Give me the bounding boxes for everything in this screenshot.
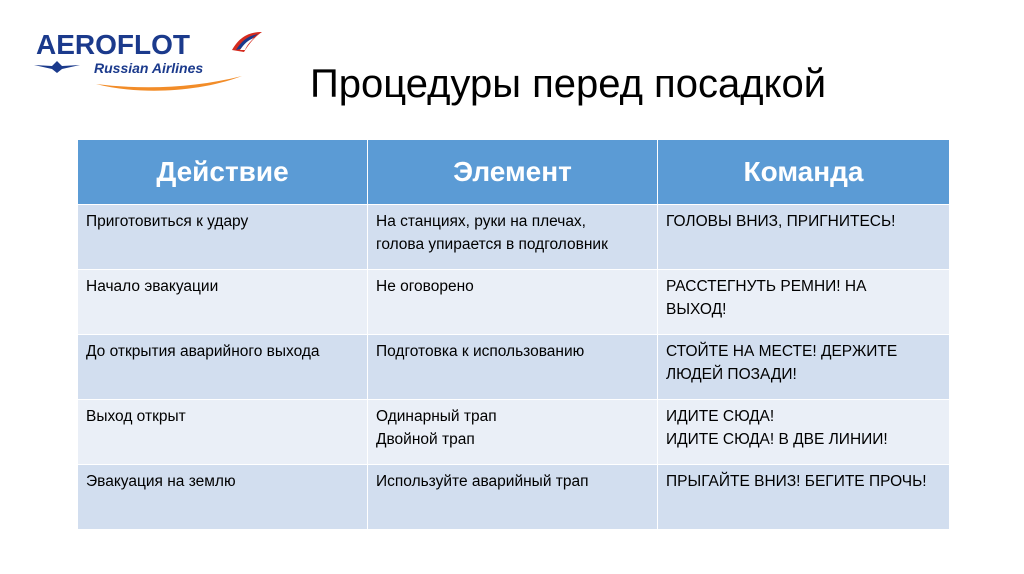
cell-text-line: Выход открыт [86,408,186,425]
action-cell [78,270,368,335]
element-cell [368,465,658,530]
cell-text-line: Используйте аварийный трап [376,473,589,490]
cell-text-line: Не оговорено [376,278,474,295]
command-cell [658,270,950,335]
cell-text-line: Двойной трап [376,431,475,448]
command-cell [658,335,950,400]
command-cell [658,205,950,270]
action-cell [78,205,368,270]
cell-text-line: ПРЫГАЙТЕ ВНИЗ! БЕГИТЕ ПРОЧЬ! [666,473,927,490]
cell-text-line: На станциях, руки на плечах, [376,213,586,230]
procedures-table [77,139,950,530]
cell-text-line: Начало эвакуации [86,278,219,295]
table-row [78,465,950,530]
command-cell [658,400,950,465]
winged-emblem-icon [34,60,80,74]
cell-text-line: ИДИТЕ СЮДА! В ДВЕ ЛИНИИ! [666,431,888,448]
cell-text-line: До открытия аварийного выхода [86,343,320,360]
cell-text-line: Одинарный трап [376,408,497,425]
cell-text-line: РАССТЕГНУТЬ РЕМНИ! НА [666,278,867,295]
table-row [78,335,950,400]
element-cell [368,270,658,335]
aeroflot-logo [34,30,274,100]
logo-brand-text: AEROFLOT [36,29,190,60]
action-cell [78,335,368,400]
cell-text-line: ГОЛОВЫ ВНИЗ, ПРИГНИТЕСЬ! [666,213,896,230]
table-row [78,205,950,270]
cell-text-line: ЛЮДЕЙ ПОЗАДИ! [666,366,797,383]
page-title: Процедуры перед посадкой [310,62,827,106]
column-header-element: Элемент [368,140,658,205]
column-header-command: Команда [658,140,950,205]
element-cell [368,205,658,270]
logo-swoosh-icon [94,74,244,94]
table-row [78,400,950,465]
logo-flag-icon [230,30,264,54]
cell-text-line: голова упирается в подголовник [376,236,608,253]
cell-text-line: Приготовиться к удару [86,213,249,230]
cell-text-line: Подготовка к использованию [376,343,585,360]
action-cell [78,465,368,530]
cell-text-line: СТОЙТЕ НА МЕСТЕ! ДЕРЖИТЕ [666,343,898,360]
command-cell [658,465,950,530]
cell-text-line: Эвакуация на землю [86,473,236,490]
element-cell [368,400,658,465]
element-cell [368,335,658,400]
cell-text-line: ИДИТЕ СЮДА! [666,408,775,425]
action-cell [78,400,368,465]
column-header-action: Действие [78,140,368,205]
cell-text-line: ВЫХОД! [666,301,727,318]
table-row [78,270,950,335]
logo-tagline: Russian Airlines [94,60,204,76]
table-header-row [78,140,950,205]
